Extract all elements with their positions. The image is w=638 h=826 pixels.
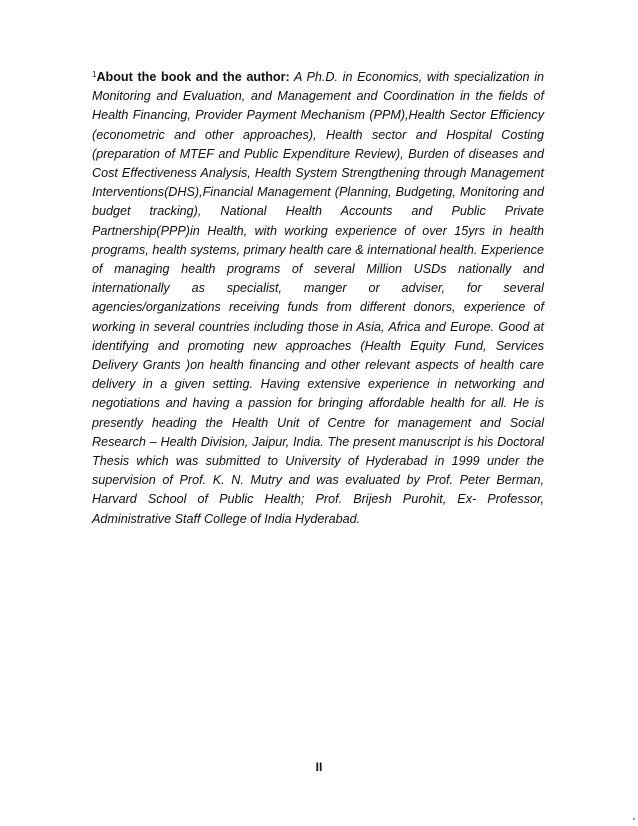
scan-speck — [633, 818, 635, 820]
author-footnote — [92, 68, 544, 529]
footnote-body: A Ph.D. in Economics, with specialization in Monitoring and Evaluation, and Management and Coordination in the fields of Health Financing, Provider Payment Mechanism (PPM),Health Sector Efficiency (econometric and other approaches), Health sector and Hospital Costing (preparation of MTEF and Public Expenditure Review), Burden of diseases and Cost Effectiveness Analysis, Health System Strengthening through Management Interventions(DHS),Financial Management (Planning, Budgeting, Monitoring and budget tracking), National Health Accounts and Public Private Partnership(PPP)in Health, with working experience of over 15yrs in health programs, health systems, primary health care & international health. Experience of managing health programs of several Million USDs nationally and internationally as specialist, manger or adviser, for several agencies/organizations receiving funds from different donors, experience of working in several countries including those in Asia, Africa and Europe. Good at identifying and promoting new approaches (Health Equity Fund, Services Delivery Grants )on health financing and other relevant aspects of health care delivery in a given setting. Having extensive experience in networking and negotiations and having a passion for bringing affordable health for all. He is presently heading the Health Unit of Centre for management and Social Research – Health Division, Jaipur, India. The present manuscript is his Doctoral Thesis which was submitted to University of Hyderabad in 1999 under the supervision of Prof. K. N. Mutry and was evaluated by Prof. Peter Berman, Harvard School of Public Health; Prof. Brijesh Purohit, Ex- Professor, Administrative Staff College of India Hyderabad. — [92, 70, 544, 526]
page-number: II — [315, 760, 323, 774]
footnote-marker: 1 — [92, 70, 97, 79]
footnote-heading: About the book and the author: — [96, 70, 290, 84]
